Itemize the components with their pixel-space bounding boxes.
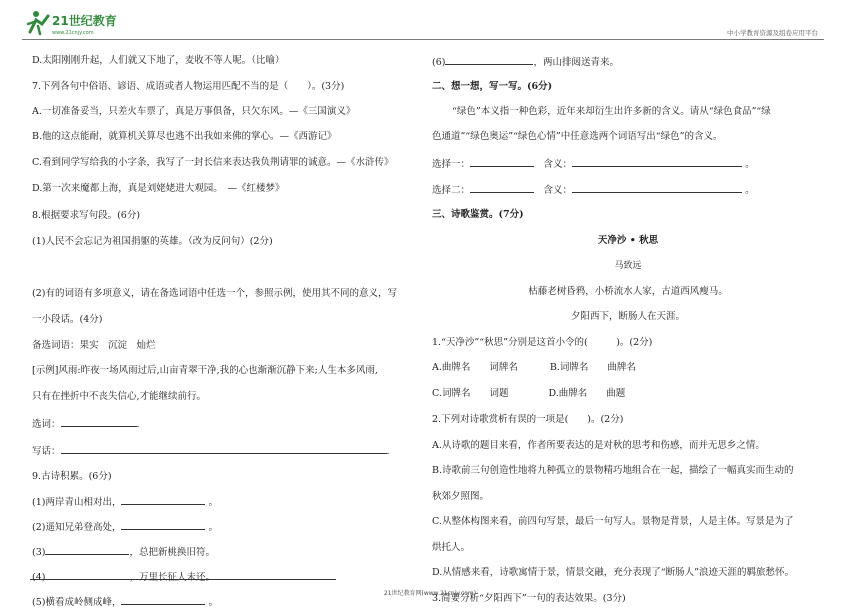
poem-fill-5: (5)横看成岭侧成峰， 。: [32, 597, 219, 608]
question-7a: A.一切准备妥当，只差火车票了，真是万事俱备，只欠东风。—《三国演义》: [32, 106, 356, 117]
q3-2-c: C.从整体构图来看，前四句写景，最后一句写人。景物是背景，人是主体。写景是为了: [432, 516, 794, 527]
question-9: 9.古诗积累。(6分): [32, 471, 112, 482]
question-7b: B.他的这点能耐，就算机关算尽也逃不出我如来佛的掌心。—《西游记》: [32, 131, 337, 142]
section-2-prompt-1: “绿色”本义指一种色彩，近年来却衍生出许多新的含义。请从“绿色食品”“绿: [452, 106, 771, 117]
poem-blank-6[interactable]: [445, 55, 533, 65]
choice-two-row: 选择二： 含义： 。: [432, 185, 755, 196]
q3-1: 1.“天净沙”“秋思”分别是这首小令的( )。(2分): [432, 337, 653, 348]
logo-sub-text: www.21cnjy.com: [52, 30, 94, 36]
q3-2-b: B.诗歌前三句创造性地将九种孤立的景物精巧地组合在一起，描绘了一幅真实而生动的: [432, 465, 794, 476]
poem-fill-6: (6) ，两山排闼送青来。: [432, 57, 619, 68]
poem-fill-2: (2)遥知兄弟登高处， 。: [32, 522, 219, 533]
q3-3: 3.简要分析“夕阳西下”一句的表达效果。(3分): [432, 593, 626, 604]
meaning-two-blank[interactable]: [572, 183, 742, 193]
footer-divider: [30, 579, 336, 580]
poem-blank-3[interactable]: [45, 545, 129, 555]
choice-one-row: 选择一： 含义： 。: [432, 159, 755, 170]
q3-1-ab: [432, 362, 636, 373]
question-7d: D.第一次来魔都上海，真是刘姥姥进大观园。 —《红楼梦》: [32, 183, 285, 194]
footer-text[interactable]: 21世纪教育网(www.21cnjy.com): [383, 590, 477, 597]
option-c[interactable]: C.词牌名 词题: [432, 388, 509, 399]
example-line-2: 只有在挫折中不丧失信心,才能继续前行。: [32, 391, 207, 402]
question-8-2: (2)有的词语有多项意义，请在备选词语中任选一个，参照示例，使用其不同的意义，写: [32, 288, 397, 299]
q3-2-d: D.从情感来看，诗歌寓情于景，情景交融，充分表现了“断肠人”浪迹天涯的羁旅愁怀。: [432, 567, 795, 578]
choose-word-blank[interactable]: [61, 417, 137, 427]
question-6d: D.太阳刚刚升起，人们就又下地了，麦收不等人呢。（比喻）: [32, 55, 285, 66]
header-divider: [22, 39, 824, 40]
q3-2: 2.下列对诗歌赏析有误的一项是( )。(2分): [432, 414, 624, 425]
word-options: 备选词语：果实 沉淀 灿烂: [32, 340, 156, 351]
option-d[interactable]: D.曲牌名 曲题: [548, 388, 626, 399]
question-7: 7.下列各句中俗语、谚语、成语或者人物运用匹配不当的是（ ）。(3分): [32, 81, 345, 92]
poem-fill-1: (1)两岸青山相对出， 。: [32, 497, 219, 508]
platform-name: 中小学教育资源及组卷应用平台: [727, 29, 818, 37]
poem-line-1: 枯藤老树昏鸦，小桥流水人家，古道西风瘦马。: [528, 286, 728, 297]
poem-line-2: 夕阳西下，断肠人在天涯。: [570, 311, 685, 322]
logo-text: 21世纪教育: [52, 14, 117, 28]
question-8-1: (1)人民不会忘记为祖国捐躯的英雄。（改为反问句）(2分): [32, 236, 273, 247]
q3-2-a: A.从诗歌的题目来看，作者所要表达的是对秋的思考和伤感，而并无思乡之情。: [432, 440, 765, 451]
poem-author: 马致远: [614, 261, 642, 271]
poem-fill-4: (4) ，万里长征人未还。: [32, 572, 215, 583]
choice-two-blank[interactable]: [470, 183, 534, 193]
q3-2-b-cont: 秋郊夕照图。: [432, 491, 490, 502]
poem-blank-1[interactable]: [121, 495, 205, 505]
q3-2-c-cont: 烘托人。: [432, 542, 471, 553]
q3-1-cd: [432, 388, 625, 399]
choose-word-row: 选词： .: [32, 419, 140, 430]
write-blank[interactable]: [61, 444, 387, 454]
example-line-1: [示例]风雨:昨夜一场风雨过后,山亩青翠干净,我的心也渐渐沉静下来;人生本多风雨,: [32, 365, 378, 376]
runner-logo-icon: [26, 8, 144, 38]
write-row: 写话： .: [32, 446, 390, 457]
question-8: 8.根据要求写句段。(6分): [32, 210, 141, 221]
poem-title: 天净沙 • 秋思: [597, 235, 659, 246]
section-2-heading: 二、想一想，写一写。(6分): [432, 81, 553, 92]
site-logo: [26, 8, 144, 38]
section-2-prompt-2: 色通道”“绿色奥运”“绿色心情”中任意选两个词语写出“绿色”的含义。: [432, 131, 723, 142]
meaning-one-blank[interactable]: [572, 157, 742, 167]
choice-one-blank[interactable]: [470, 157, 534, 167]
poem-blank-2[interactable]: [121, 520, 205, 530]
section-3-heading: 三、诗歌鉴赏。(7分): [432, 209, 524, 220]
option-a[interactable]: A.曲牌名 词牌名: [432, 362, 518, 373]
option-b[interactable]: B.词牌名 曲牌名: [549, 362, 636, 373]
question-7c: C.看到同学写给我的小字条，我写了一封长信来表达我负荆请罪的诚意。—《水浒传》: [32, 157, 394, 168]
poem-fill-3: (3) ，总把新桃换旧符。: [32, 547, 215, 558]
question-8-2-cont: 一小段话。(4分): [32, 314, 103, 325]
